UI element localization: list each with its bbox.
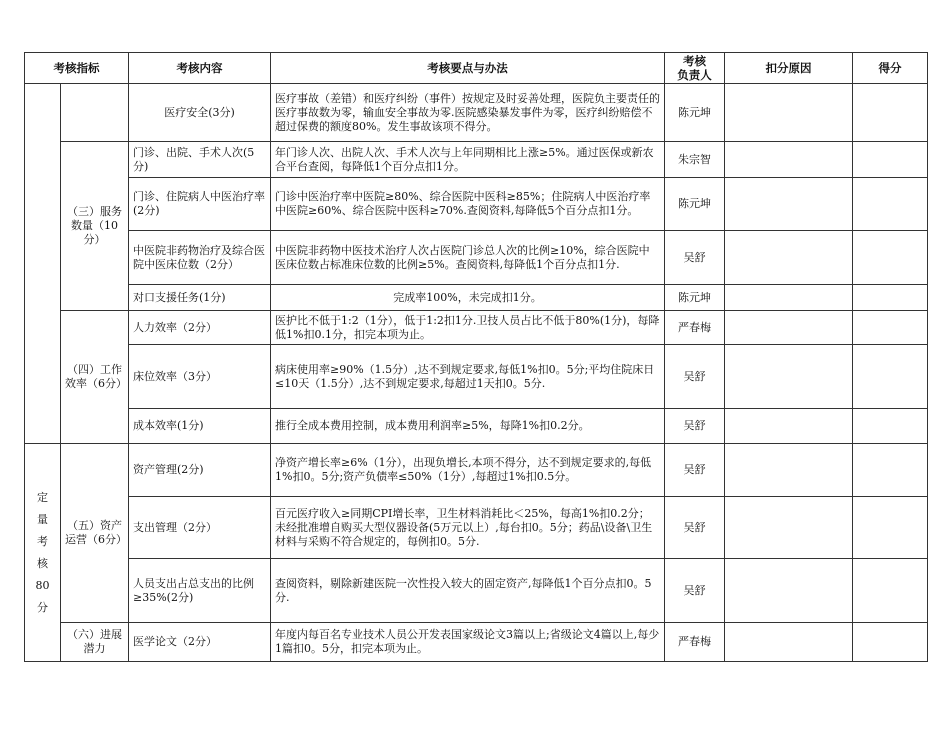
table-row [25, 231, 928, 285]
row-owner: 陈元坤 [665, 285, 725, 311]
row-method: 病床使用率≥90%（1.5分）,达不到规定要求,每低1%扣0。5分;平均住院床日≤10天（1.5分）,达不到规定要求,每超过1天扣0。5分. [271, 345, 665, 409]
row-content: 资产管理(2分) [129, 444, 271, 497]
row-method: 年门诊人次、出院人次、手术人次与上年同期相比上涨≥5%。通过医保或新农合平台查阅，每降低1个百分点扣1分。 [271, 142, 665, 178]
row-content: 医疗安全(3分) [129, 84, 271, 142]
row-reason [725, 497, 853, 559]
assessment-table [24, 52, 928, 662]
row-reason [725, 444, 853, 497]
row-score [853, 142, 928, 178]
table-row [25, 178, 928, 231]
table-row [25, 84, 928, 142]
table-row [25, 345, 928, 409]
row-method: 医疗事故（差错）和医疗纠纷（事件）按规定及时妥善处理，医院负主要责任的医疗事故数为零，输血安全事故为零.医院感染暴发事件为零，医疗纠纷赔偿不超过保费的额度80%。发生事故该项不得分。 [271, 84, 665, 142]
table-row [25, 559, 928, 623]
row-method: 中医院非药物中医技术治疗人次占医院门诊总人次的比例≥10%，综合医院中医床位数占标准床位数的比例≥5%。查阅资料,每降低1个百分点扣1分. [271, 231, 665, 285]
row-content: 门诊、出院、手术人次(5分) [129, 142, 271, 178]
row-method: 净资产增长率≥6%（1分），出现负增长,本项不得分，达不到规定要求的,每低1%扣0。5分;资产负债率≤50%（1分）,每超过1%扣0.5分。 [271, 444, 665, 497]
row-reason [725, 84, 853, 142]
header-row [25, 53, 928, 84]
section-blank-top [25, 84, 61, 444]
header-owner-line1: 考核 [683, 54, 706, 68]
table-row [25, 142, 928, 178]
table-row [25, 285, 928, 311]
table-row [25, 444, 928, 497]
row-owner: 吴舒 [665, 409, 725, 444]
row-owner: 严春梅 [665, 623, 725, 662]
row-score [853, 497, 928, 559]
row-reason [725, 559, 853, 623]
section-quantitative: 定量考核80分 [25, 444, 61, 662]
header-method: 考核要点与办法 [271, 53, 665, 84]
row-content: 支出管理（2分） [129, 497, 271, 559]
row-score [853, 231, 928, 285]
row-content: 中医院非药物治疗及综合医院中医床位数（2分） [129, 231, 271, 285]
row-content: 医学论文（2分） [129, 623, 271, 662]
section-work-efficiency: （四）工作效率（6分） [61, 311, 129, 444]
row-owner: 吴舒 [665, 345, 725, 409]
row-method: 查阅资料，剔除新建医院一次性投入较大的固定资产,每降低1个百分点扣0。5分. [271, 559, 665, 623]
row-owner: 陈元坤 [665, 178, 725, 231]
row-method: 推行全成本费用控制，成本费用利润率≥5%，每降1%扣0.2分。 [271, 409, 665, 444]
row-score [853, 285, 928, 311]
table-row [25, 623, 928, 662]
row-score [853, 444, 928, 497]
row-reason [725, 231, 853, 285]
row-content: 对口支援任务(1分) [129, 285, 271, 311]
row-reason [725, 345, 853, 409]
row-score [853, 178, 928, 231]
row-content: 人员支出占总支出的比例≥35%(2分) [129, 559, 271, 623]
row-reason [725, 311, 853, 345]
row-score [853, 311, 928, 345]
header-reason: 扣分原因 [725, 53, 853, 84]
table-row [25, 409, 928, 444]
row-score [853, 84, 928, 142]
row-content: 床位效率（3分） [129, 345, 271, 409]
section-asset-operation: （五）资产运营（6分） [61, 444, 129, 623]
table-row [25, 311, 928, 345]
row-method: 年度内每百名专业技术人员公开发表国家级论文3篇以上;省级论文4篇以上,每少1篇扣0。5分，扣完本项为止。 [271, 623, 665, 662]
row-owner: 吴舒 [665, 231, 725, 285]
section-blank-sub [61, 84, 129, 142]
row-content: 成本效率(1分) [129, 409, 271, 444]
row-reason [725, 623, 853, 662]
row-owner: 陈元坤 [665, 84, 725, 142]
header-owner-line2: 负责人 [677, 68, 712, 82]
row-owner: 朱宗智 [665, 142, 725, 178]
row-content: 门诊、住院病人中医治疗率(2分) [129, 178, 271, 231]
table-row [25, 497, 928, 559]
header-owner [665, 53, 725, 84]
row-method: 百元医疗收入≥同期CPI增长率，卫生材料消耗比＜25%，每高1%扣0.2分；未经批准增自购买大型仪器设备(5万元以上）,每台扣0。5分；药品\设备\卫生材料与采购不符合规定的，每例扣0。5分. [271, 497, 665, 559]
row-method: 完成率100%，未完成扣1分。 [271, 285, 665, 311]
row-reason [725, 178, 853, 231]
row-score [853, 345, 928, 409]
row-reason [725, 285, 853, 311]
row-score [853, 623, 928, 662]
row-owner: 严春梅 [665, 311, 725, 345]
row-score [853, 559, 928, 623]
header-content: 考核内容 [129, 53, 271, 84]
row-method: 医护比不低于1:2（1分），低于1:2扣1分.卫技人员占比不低于80%(1分)，每降低1%扣0.1分，扣完本项为止。 [271, 311, 665, 345]
header-score: 得分 [853, 53, 928, 84]
section-development-potential: （六）进展潜力 [61, 623, 129, 662]
row-score [853, 409, 928, 444]
row-reason [725, 409, 853, 444]
header-indicator: 考核指标 [25, 53, 129, 84]
row-method: 门诊中医治疗率中医院≥80%、综合医院中医科≥85%；住院病人中医治疗率中医院≥60%、综合医院中医科≥70%.查阅资料,每降低5个百分点扣1分。 [271, 178, 665, 231]
row-owner: 吴舒 [665, 444, 725, 497]
row-owner: 吴舒 [665, 497, 725, 559]
row-owner: 吴舒 [665, 559, 725, 623]
row-reason [725, 142, 853, 178]
section-service-quantity: （三）服务数量（10分） [61, 142, 129, 311]
row-content: 人力效率（2分） [129, 311, 271, 345]
